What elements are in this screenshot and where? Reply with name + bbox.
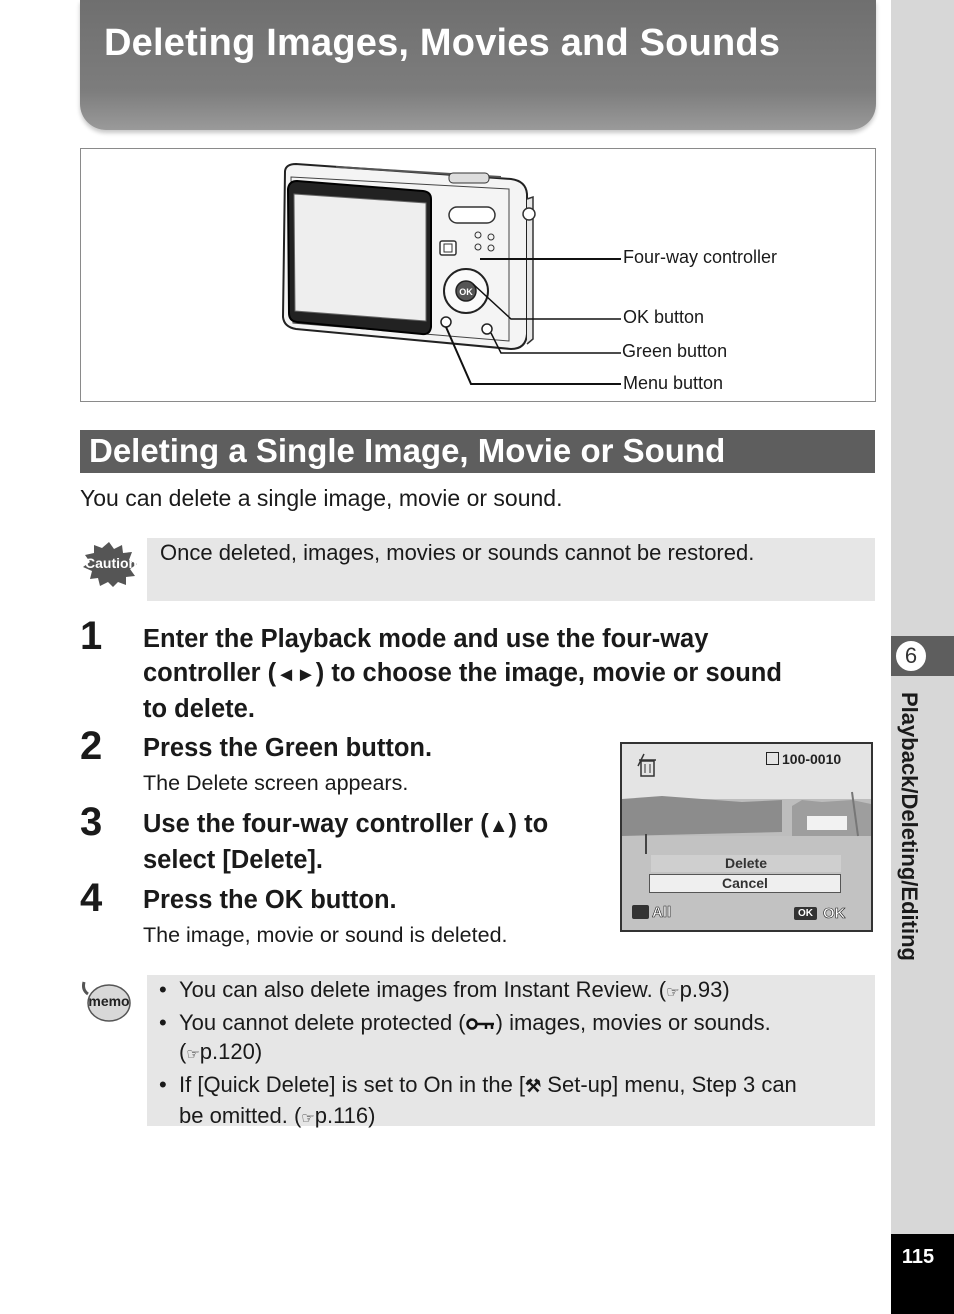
file-number-text: 100-0010 [782,751,842,767]
memo-item-1-text: You can also delete images from Instant Review. ( [179,977,667,1002]
svg-text:OK: OK [459,287,473,297]
ok-label: OK [823,905,846,922]
callout-four-way-controller: Four-way controller [623,247,778,267]
step-1-line-2 [143,656,782,692]
pointing-hand-icon: ☞ [301,1110,315,1127]
step-4-subtext: The image, movie or sound is deleted. [143,923,508,947]
step-3-number: 3 [80,800,103,844]
wrench-setup-icon: ⚒ [525,1075,542,1096]
memo-icon [80,978,132,1024]
step-2-number: 2 [80,724,103,768]
memo-item-3-close: ) [368,1103,376,1128]
step-2-heading: Press the Green button. [143,734,433,762]
step-3-line-1 [143,807,548,843]
step-1-line-2b: ) to choose the image, movie or sound [315,659,782,687]
memo-item-2-text: You cannot delete protected ( [179,1009,466,1035]
title-banner [80,0,876,130]
callout-menu-button: Menu button [623,373,724,393]
memo-item-2-open: ( [179,1039,187,1064]
up-arrow-icon: ▲ [488,815,509,837]
caution-icon-label: Caution [85,555,138,571]
caution-box [147,538,875,601]
memo-item [159,975,869,1008]
memo-icon-label: memo [88,993,130,1009]
caution-text: Once deleted, images, movies or sounds cannot be restored. [160,540,755,565]
memo-item-2-close: ) [254,1039,263,1064]
page-number: 115 [901,1246,935,1268]
step-3-heading [143,807,548,877]
file-number [766,751,841,767]
memo-item-2-mid: ) images, movies or sounds. [495,1009,771,1035]
step-1-number: 1 [80,614,103,658]
page-reference: p.93 [679,977,723,1002]
trash-key-icon [632,905,649,919]
delete-all-label: All [652,904,672,921]
page-number-box [891,1234,954,1314]
trash-icon [636,752,660,778]
step-1-line-3: to delete. [143,695,255,723]
camera-figure [80,148,876,402]
chapter-label: Playback/Deleting/Editing [897,692,922,961]
step-1-line-1: Enter the Playback mode and use the four-way [143,625,709,653]
memo-box [147,975,875,1126]
step-1-heading [143,622,782,726]
delete-all-hint [632,904,671,921]
step-4-heading: Press the OK button. [143,886,397,914]
memo-list [159,975,869,1134]
callout-green-button: Green button [622,341,728,361]
memo-item [159,1008,869,1070]
memo-item-3-mid: Set-up] menu, Step 3 can [541,1071,797,1097]
memo-item-3-open: be omitted. ( [179,1103,302,1128]
key-protect-icon [466,1009,496,1023]
memo-item-3-text: If [Quick Delete] is set to On in the [ [179,1071,526,1097]
page-title: Deleting Images, Movies and Sounds [104,22,781,64]
step-4-number: 4 [80,876,103,920]
page-reference: p.120 [199,1039,255,1064]
step-2-subtext: The Delete screen appears. [143,771,409,795]
pointing-hand-icon: ☞ [666,984,680,1001]
step-3-line-1a: Use the four-way controller ( [143,810,489,838]
menu-option-cancel[interactable]: Cancel [649,874,841,893]
section-intro: You can delete a single image, movie or sound. [80,485,563,511]
section-heading-bar [80,430,875,473]
image-icon [766,752,779,765]
menu-option-delete[interactable]: Delete [651,855,841,872]
section-heading: Deleting a Single Image, Movie or Sound [89,432,726,469]
memo-item-1-end: ) [722,977,730,1002]
page-reference: p.116 [314,1103,369,1128]
ok-key-icon: OK [794,907,817,920]
camera-illustration [81,149,875,401]
step-1-line-2a: controller ( [143,659,277,687]
left-right-arrow-icon: ◄► [276,664,316,686]
chapter-number: 6 [895,640,927,672]
delete-screen-illustration [620,742,873,932]
pointing-hand-icon: ☞ [186,1046,200,1063]
step-3-line-2: select [Delete]. [143,846,323,874]
step-3-line-1b: ) to [508,810,549,838]
callout-ok-button: OK button [623,307,705,327]
memo-item [159,1070,869,1134]
caution-icon [80,541,138,587]
ok-hint [794,905,846,922]
